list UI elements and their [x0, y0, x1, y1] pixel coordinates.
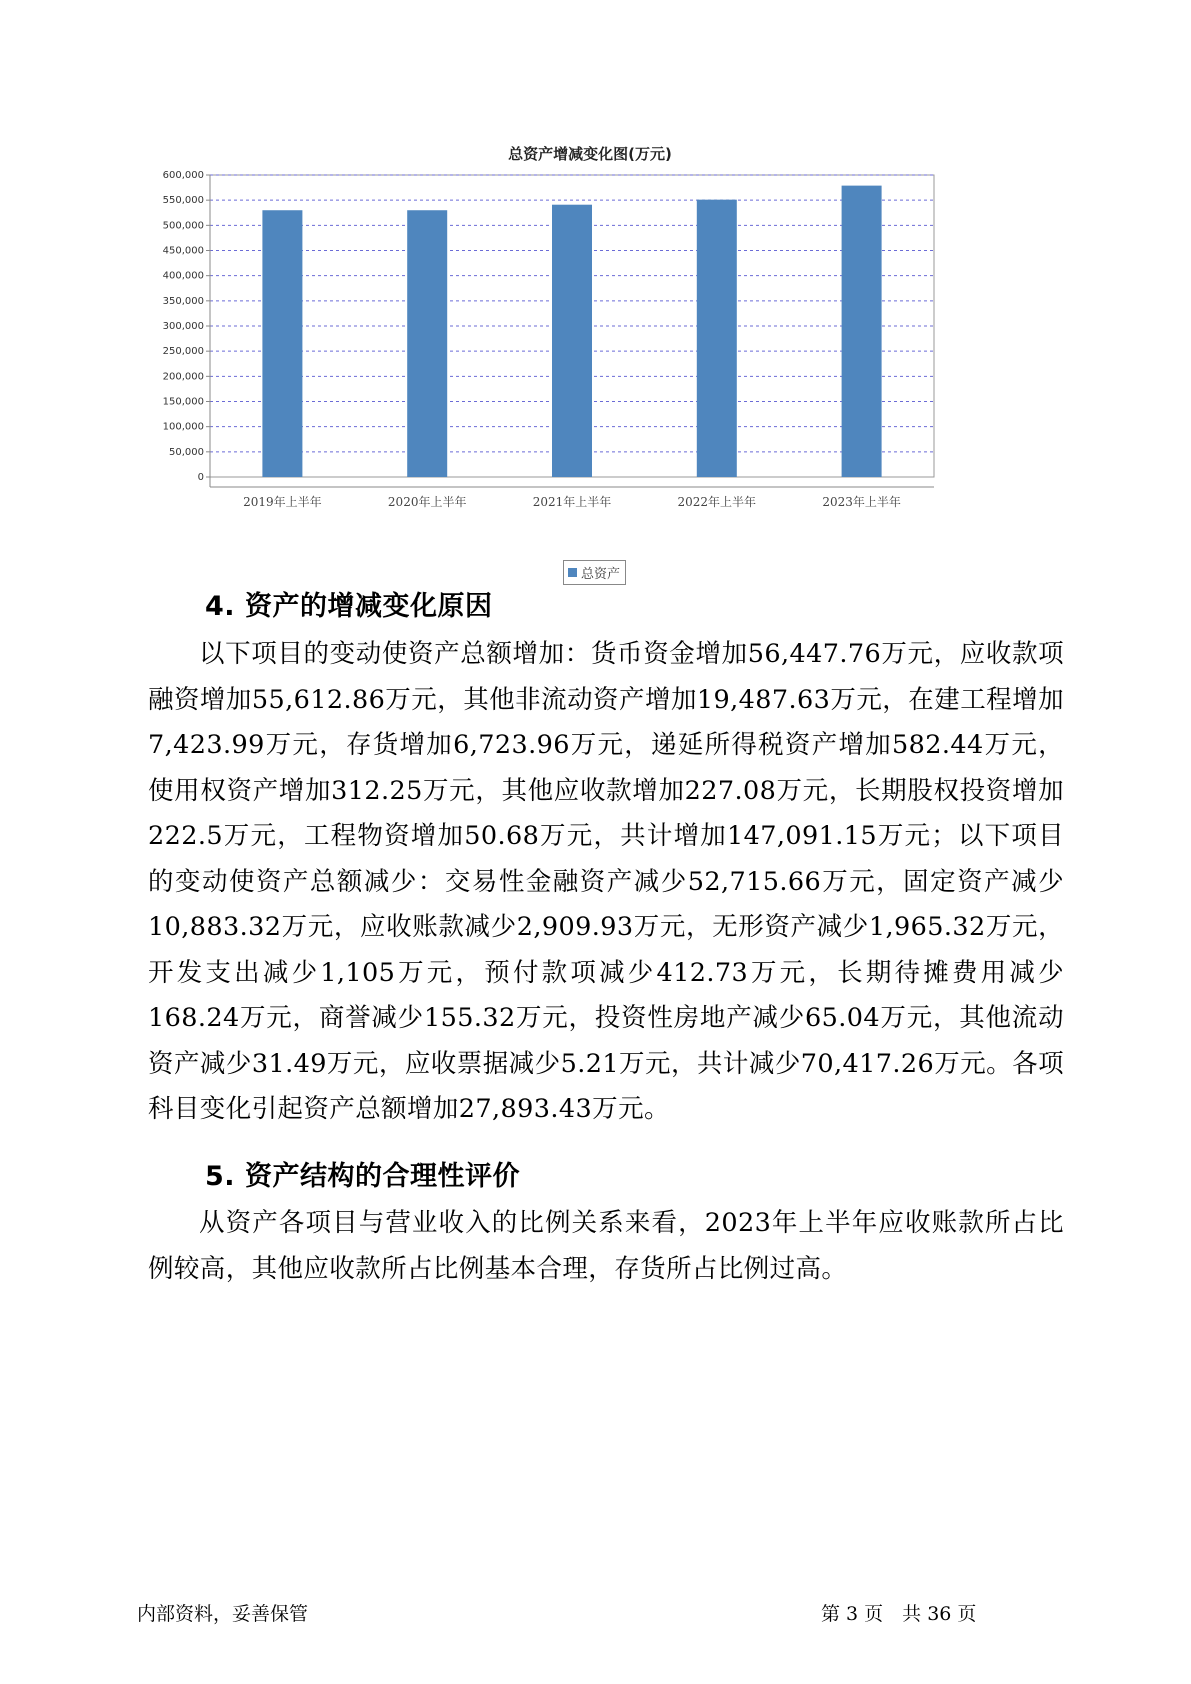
- y-tick-label: 300,000: [162, 321, 204, 332]
- legend-swatch: [568, 568, 577, 577]
- section-paragraph-4: 以下项目的变动使资产总额增加：货币资金增加56,447.76万元，应收款项融资增加55,612.86万元，其他非流动资产增加19,487.63万元，在建工程增加7,423.99万元，存货增加6,723.96万元，递延所得税资产增加582.44万元，使用权资产增加312.25万元，其他应收款增加227.08万元，长期股权投资增加222.5万元，工程物资增加50.68万元，共计增加147,091.15万元；以下项目的变动使资产总额减少：交易性金融资产减少52,715.66万元，固定资产减少10,883.32万元，应收账款减少2,909.93万元，无形资产减少1,965.32万元，开发支出减少1,105万元，预付款项减少412.73万元，长期待摊费用减少168.24万元，商誉减少155.32万元，投资性房地产减少65.04万元，其他流动资产减少31.49万元，应收票据减少5.21万元，共计减少70,417.26万元。各项科目变化引起资产总额增加27,893.43万元。: [148, 639, 1064, 1124]
- y-tick-label: 550,000: [162, 195, 204, 207]
- y-tick-label: 200,000: [162, 371, 204, 383]
- y-tick-label: 450,000: [162, 245, 204, 257]
- bar: [552, 205, 592, 477]
- chart-legend: [563, 560, 626, 585]
- legend-label: 总资产: [581, 567, 621, 582]
- y-tick-label: 0: [197, 472, 204, 483]
- x-tick-label: 2021年上半年: [532, 495, 612, 509]
- footer-page-number: 第 3 页 共 36 页: [821, 1603, 977, 1625]
- bar: [407, 210, 447, 477]
- bar: [262, 210, 302, 477]
- section-paragraph-5: 从资产各项目与营业收入的比例关系来看，2023年上半年应收账款所占比例较高，其他应收款所占比例基本合理，存货所占比例过高。: [148, 1208, 1064, 1284]
- x-tick-label: 2019年上半年: [243, 495, 322, 509]
- bar: [697, 200, 737, 477]
- y-tick-label: 350,000: [162, 295, 204, 307]
- x-tick-label: 2022年上半年: [677, 495, 757, 509]
- bar: [842, 186, 882, 477]
- section-heading-5: 5. 资产结构的合理性评价: [205, 1161, 520, 1192]
- y-tick-label: 150,000: [162, 396, 204, 408]
- footer-confidential-note: 内部资料，妥善保管: [137, 1603, 309, 1625]
- x-tick-label: 2023年上半年: [822, 495, 901, 509]
- chart-title: 总资产增减变化图(万元): [508, 145, 672, 163]
- section-heading-4: 4. 资产的增减变化原因: [205, 591, 493, 622]
- y-tick-label: 500,000: [162, 220, 204, 232]
- y-tick-label: 600,000: [162, 170, 204, 181]
- x-tick-label: 2020年上半年: [387, 495, 467, 509]
- total-assets-chart: [160, 135, 1020, 595]
- y-tick-label: 100,000: [162, 421, 204, 433]
- y-tick-label: 400,000: [162, 270, 204, 282]
- chart-plot: [160, 135, 1020, 595]
- y-tick-label: 50,000: [169, 446, 204, 458]
- y-tick-label: 250,000: [162, 346, 204, 358]
